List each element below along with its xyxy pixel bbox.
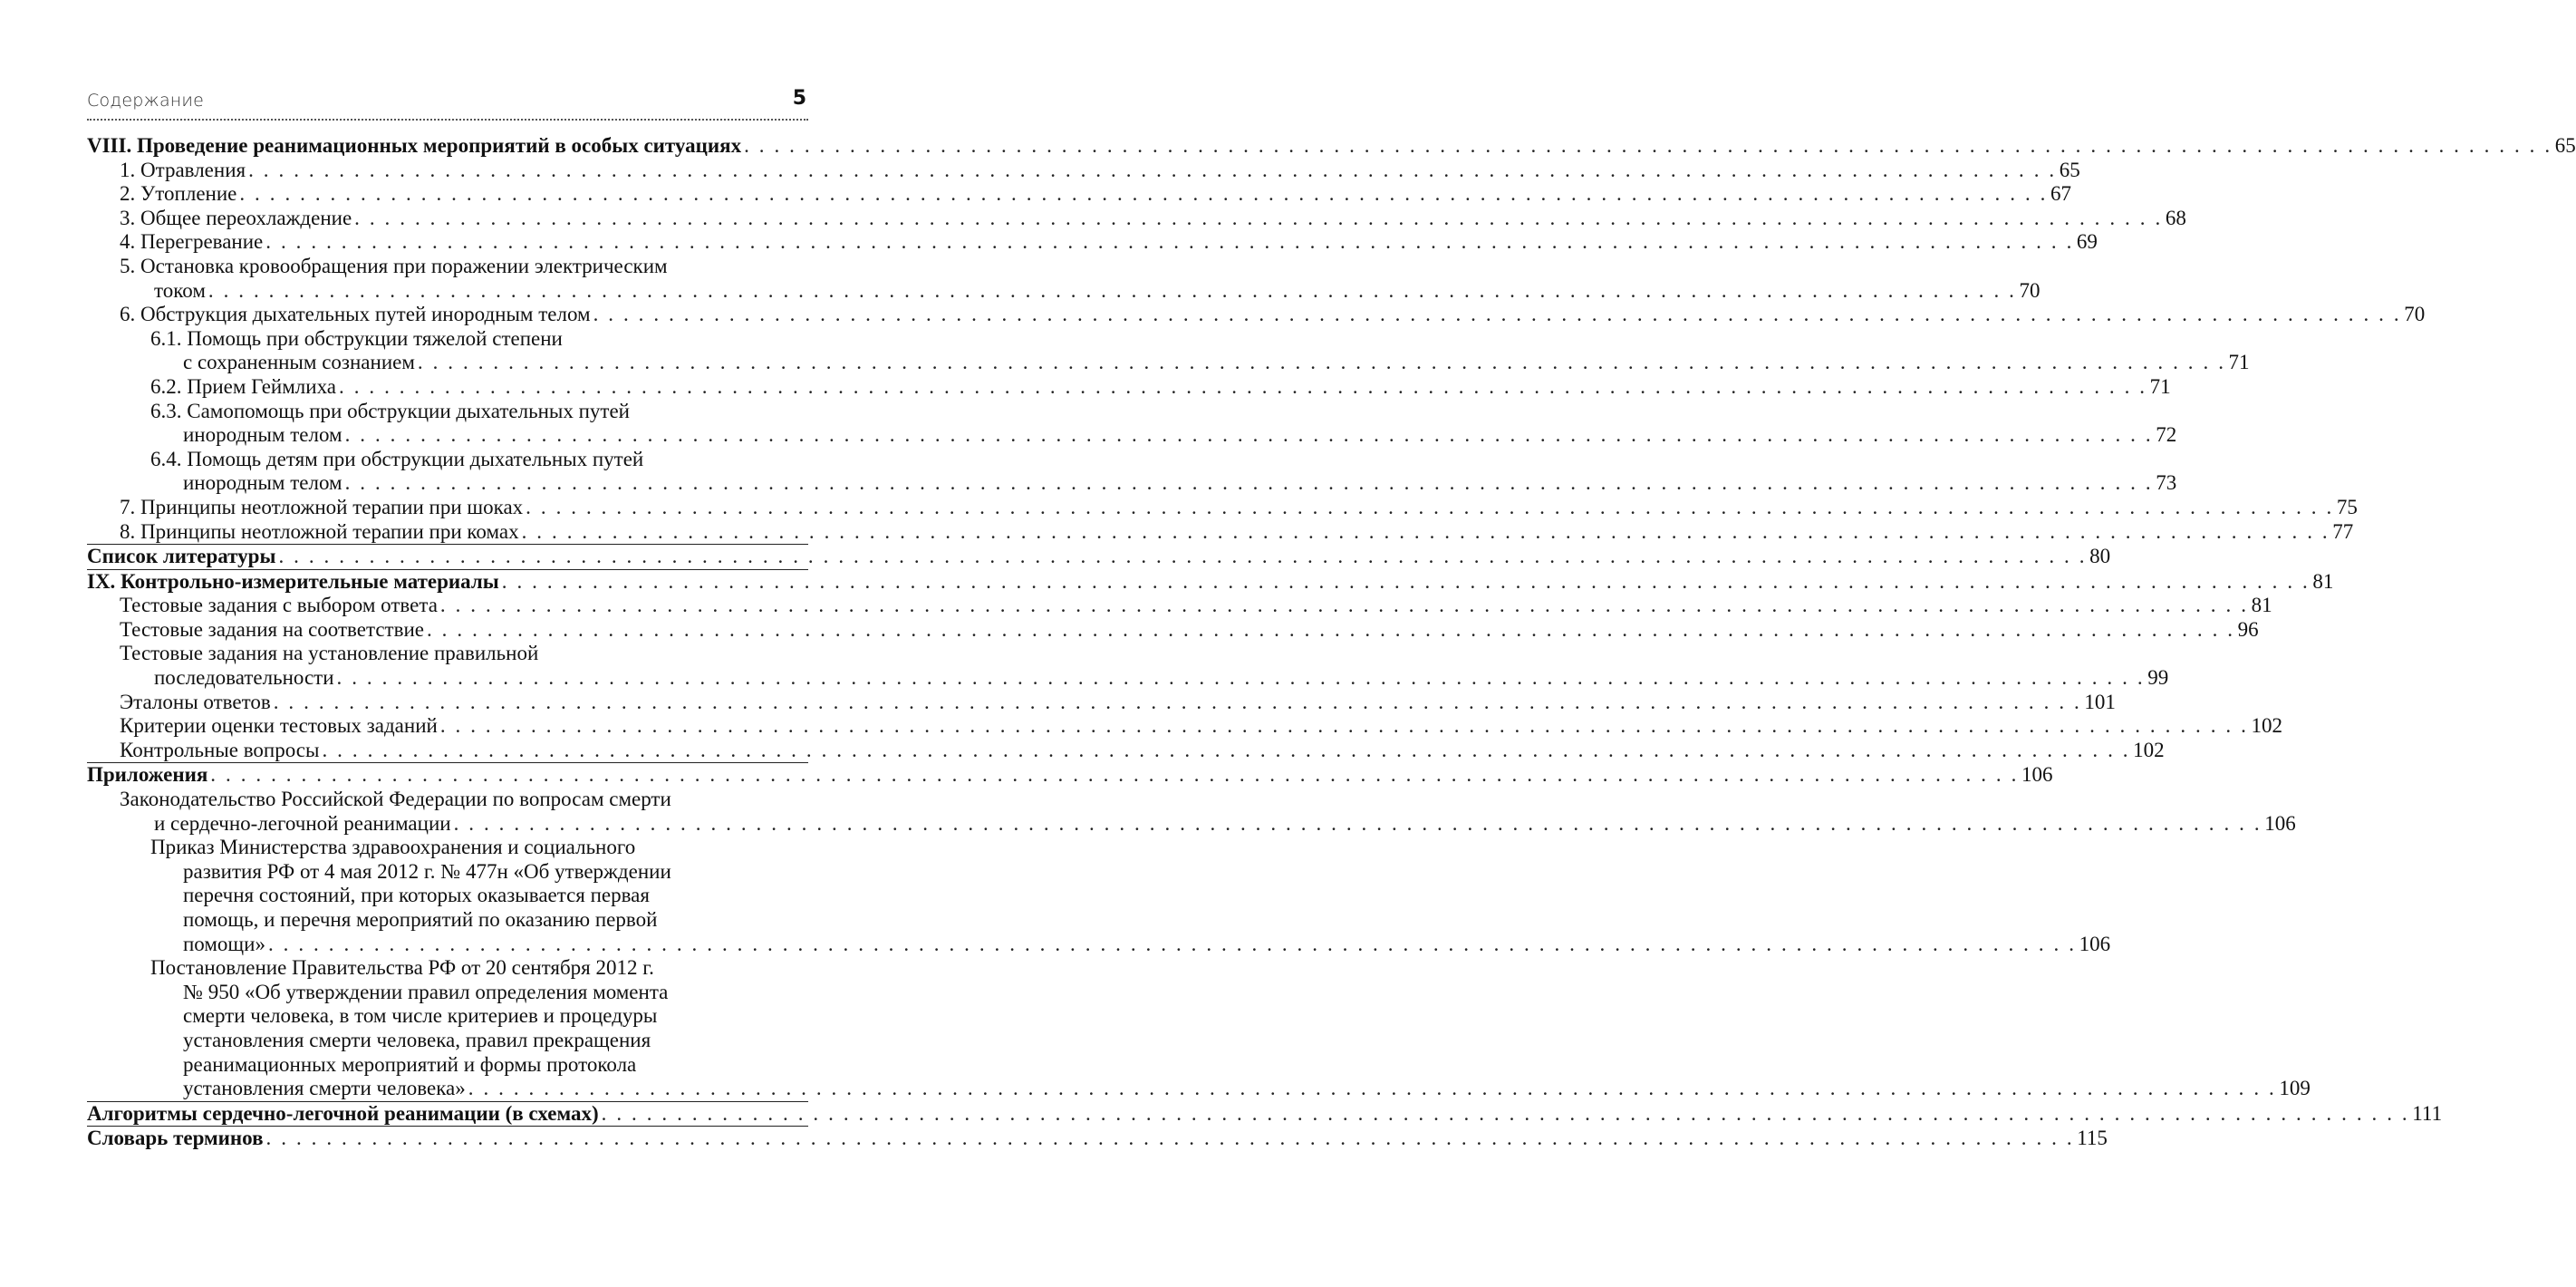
toc-entry[interactable] [87,158,2080,183]
toc-entry[interactable] [87,206,2186,231]
toc-section[interactable] [87,545,2111,569]
toc-entry-title: Тестовые задания на установление правильной [120,642,539,665]
toc-page-number: 72 [2156,423,2177,447]
toc-entry-title: Постановление Правительства РФ от 20 сентября 2012 г. [150,956,654,980]
toc-page-number: 81 [2312,569,2334,593]
toc-page-number: 70 [2404,303,2426,326]
dot-leader: . . . . . . . . . . . . . . . . . . . . . . . . . . . . . . . . . . . . . . . . . . . . . . . . . . . . . . . . . . . . . . . . . . . . . . . . . . . . . . . . . . . . . . . . . . . . . . . . . . . . . . . . . . . . . . . . . . . . . . . . [278,545,2088,568]
toc-entry-title: Приложения [87,763,208,787]
dot-leader: . . . . . . . . . . . . . . . . . . . . . . . . . . . . . . . . . . . . . . . . . . . . . . . . . . . . . . . . . . . . . . . . . . . . . . . . . . . . . . . . . . . . . . . . . . . . . . . . . . . . . . . . . . . . . . . . . . . . . . . . [601,1101,2410,1125]
toc-page-number: 81 [2251,594,2272,617]
toc-entry[interactable] [87,642,2169,690]
toc-entry[interactable] [87,182,2072,207]
dot-leader: . . . . . . . . . . . . . . . . . . . . . . . . . . . . . . . . . . . . . . . . . . . . . . . . . . . . . . . . . . . . . . . . . . . . . . . . . . . . . . . . . . . . . . . . . . . . . . . . . . . . . . . . . . . . . . . . . . . . . . . . [339,374,2147,398]
toc-page-number: 102 [2133,738,2165,761]
toc-section[interactable] [87,763,2053,788]
toc-entry-title: и сердечно-легочной реанимации [154,811,451,835]
toc-entry-title: током [154,278,206,302]
toc-entry-title: Эталоны ответов [120,690,271,713]
dot-leader: . . . . . . . . . . . . . . . . . . . . . . . . . . . . . . . . . . . . . . . . . . . . . . . . . . . . . . . . . . . . . . . . . . . . . . . . . . . . . . . . . . . . . . . . . . . . . . . . . . . . . . . . . . . . . . . . . . . . . . . . [344,471,2154,495]
header-title: Содержание [87,91,205,111]
toc-entry-title: 6.4. Помощь детям при обструкции дыхательных путей [150,447,644,470]
dot-leader: . . . . . . . . . . . . . . . . . . . . . . . . . . . . . . . . . . . . . . . . . . . . . . . . . . . . . . . . . . . . . . . . . . . . . . . . . . . . . . . . . . . . . . . . . . . . . . . . . . . . . . . . . . . . . . . . . . . . . . . . [248,158,2057,181]
toc-entry-title: 6. Обструкция дыхательных путей инородным телом [120,303,591,326]
toc-entry-title: инородным телом [183,471,343,495]
toc-entry-title: 5. Остановка кровообращения при поражении электрическим [120,254,668,277]
toc-entry[interactable] [87,714,2282,739]
dot-leader: . . . . . . . . . . . . . . . . . . . . . . . . . . . . . . . . . . . . . . . . . . . . . . . . . . . . . . . . . . . . . . . . . . . . . . . . . . . . . . . . . . . . . . . . . . . . . . . . . . . . . . . . . . . . . . . . . . . . . . . . [267,932,2077,955]
toc-page-number: 71 [2228,351,2250,374]
dot-leader: . . . . . . . . . . . . . . . . . . . . . . . . . . . . . . . . . . . . . . . . . . . . . . . . . . . . . . . . . . . . . . . . . . . . . . . . . . . . . . . . . . . . . . . . . . . . . . . . . . . . . . . . . . . . . . . . . . . . . . . . [336,666,2146,690]
toc-entry-title: инородным телом [183,423,343,447]
toc-page-number: 106 [2021,763,2053,787]
toc-entry-title: 4. Перегревание [120,230,264,254]
toc-entry[interactable] [87,519,2354,545]
toc-entry[interactable] [87,594,2272,618]
toc-entry-title: 1. Отравления [120,158,246,181]
dot-leader: . . . . . . . . . . . . . . . . . . . . . . . . . . . . . . . . . . . . . . . . . . . . . . . . . . . . . . . . . . . . . . . . . . . . . . . . . . . . . . . . . . . . . . . . . . . . . . . . . . . . . . . . . . . . . . . . . . . . . . . . [744,134,2552,157]
dot-leader: . . . . . . . . . . . . . . . . . . . . . . . . . . . . . . . . . . . . . . . . . . . . . . . . . . . . . . . . . . . . . . . . . . . . . . . . . . . . . . . . . . . . . . . . . . . . . . . . . . . . . . . . . . . . . . . . . . . . . . . . [593,303,2402,326]
dot-leader: . . . . . . . . . . . . . . . . . . . . . . . . . . . . . . . . . . . . . . . . . . . . . . . . . . . . . . . . . . . . . . . . . . . . . . . . . . . . . . . . . . . . . . . . . . . . . . . . . . . . . . . . . . . . . . . . . . . . . . . . [526,495,2334,518]
toc-page-number: 70 [2019,278,2041,302]
toc-page-number: 68 [2165,206,2186,229]
dot-leader: . . . . . . . . . . . . . . . . . . . . . . . . . . . . . . . . . . . . . . . . . . . . . . . . . . . . . . . . . . . . . . . . . . . . . . . . . . . . . . . . . . . . . . . . . . . . . . . . . . . . . . . . . . . . . . . . . . . . . . . . [354,206,2163,229]
toc-page-number: 71 [2149,374,2171,398]
toc-entry-title: 2. Утопление [120,182,237,206]
toc-entry-title: помощи» [183,932,265,955]
toc-entry-title: Контрольные вопросы [120,738,320,761]
toc-entry[interactable] [87,374,2171,400]
dot-leader: . . . . . . . . . . . . . . . . . . . . . . . . . . . . . . . . . . . . . . . . . . . . . . . . . . . . . . . . . . . . . . . . . . . . . . . . . . . . . . . . . . . . . . . . . . . . . . . . . . . . . . . . . . . . . . . . . . . . . . . . [210,763,2019,787]
table-of-contents [87,134,2576,1151]
dot-leader: . . . . . . . . . . . . . . . . . . . . . . . . . . . . . . . . . . . . . . . . . . . . . . . . . . . . . . . . . . . . . . . . . . . . . . . . . . . . . . . . . . . . . . . . . . . . . . . . . . . . . . . . . . . . . . . . . . . . . . . . [207,278,2017,302]
toc-section[interactable] [87,1127,2108,1151]
dot-leader: . . . . . . . . . . . . . . . . . . . . . . . . . . . . . . . . . . . . . . . . . . . . . . . . . . . . . . . . . . . . . . . . . . . . . . . . . . . . . . . . . . . . . . . . . . . . . . . . . . . . . . . . . . . . . . . . . . . . . . . . [468,1077,2277,1100]
dot-leader: . . . . . . . . . . . . . . . . . . . . . . . . . . . . . . . . . . . . . . . . . . . . . . . . . . . . . . . . . . . . . . . . . . . . . . . . . . . . . . . . . . . . . . . . . . . . . . . . . . . . . . . . . . . . . . . . . . . . . . . . [453,811,2262,835]
toc-entry-title: развития РФ от 4 мая 2012 г. № 477н «Об утверждении [183,859,671,883]
toc-entry-title: 8. Принципы неотложной терапии при комах [120,519,519,543]
toc-entry-title: Словарь терминов [87,1127,264,1150]
toc-entry-title: перечня состояний, при которых оказывается первая [183,884,650,907]
toc-entry[interactable] [87,230,2098,255]
toc-entry-title: 6.2. Прием Геймлиха [150,374,336,398]
toc-page-number: 73 [2156,471,2177,495]
dot-leader: . . . . . . . . . . . . . . . . . . . . . . . . . . . . . . . . . . . . . . . . . . . . . . . . . . . . . . . . . . . . . . . . . . . . . . . . . . . . . . . . . . . . . . . . . . . . . . . . . . . . . . . . . . . . . . . . . . . . . . . . [426,617,2235,641]
toc-entry-title: Законодательство Российской Федерации по вопросам смерти [120,788,671,811]
toc-entry-title: VIII. Проведение реанимационных мероприятий в особых ситуациях [87,134,742,157]
toc-entry-title: 3. Общее переохлаждение [120,206,352,229]
toc-page-number: 80 [2089,545,2111,568]
toc-page-number: 99 [2147,666,2169,690]
toc-entry[interactable] [87,788,2296,836]
toc-page-number: 115 [2077,1127,2108,1150]
toc-page-number: 101 [2084,690,2116,713]
toc-entry-title: с сохраненным сознанием [183,351,415,374]
toc-entry-title: установления смерти человека, правил прекращения [183,1028,651,1051]
toc-entry[interactable] [87,617,2259,643]
toc-entry[interactable] [87,836,2111,956]
toc-entry[interactable] [87,447,2177,496]
toc-entry-title: реанимационных мероприятий и формы протокола [183,1052,637,1076]
toc-page-number: 106 [2264,811,2296,835]
dot-leader: . . . . . . . . . . . . . . . . . . . . . . . . . . . . . . . . . . . . . . . . . . . . . . . . . . . . . . . . . . . . . . . . . . . . . . . . . . . . . . . . . . . . . . . . . . . . . . . . . . . . . . . . . . . . . . . . . . . . . . . . [273,690,2082,713]
toc-page-number: 75 [2336,495,2358,518]
toc-page-number: 111 [2412,1101,2443,1125]
page-number: 5 [792,87,806,110]
toc-entry-title: Тестовые задания на соответствие [120,617,424,641]
dot-leader: . . . . . . . . . . . . . . . . . . . . . . . . . . . . . . . . . . . . . . . . . . . . . . . . . . . . . . . . . . . . . . . . . . . . . . . . . . . . . . . . . . . . . . . . . . . . . . . . . . . . . . . . . . . . . . . . . . . . . . . . [344,423,2154,447]
toc-entry-title: Критерии оценки тестовых заданий [120,714,438,738]
toc-entry-title: смерти человека, в том числе критериев и процедуры [183,1004,658,1028]
dot-leader: . . . . . . . . . . . . . . . . . . . . . . . . . . . . . . . . . . . . . . . . . . . . . . . . . . . . . . . . . . . . . . . . . . . . . . . . . . . . . . . . . . . . . . . . . . . . . . . . . . . . . . . . . . . . . . . . . . . . . . . . [265,1127,2075,1150]
dot-leader: . . . . . . . . . . . . . . . . . . . . . . . . . . . . . . . . . . . . . . . . . . . . . . . . . . . . . . . . . . . . . . . . . . . . . . . . . . . . . . . . . . . . . . . . . . . . . . . . . . . . . . . . . . . . . . . . . . . . . . . . [239,182,2049,206]
toc-entry-title: Тестовые задания с выбором ответа [120,594,438,617]
toc-page-number: 69 [2076,230,2098,254]
toc-page-number: 102 [2251,714,2282,738]
toc-entry[interactable] [87,956,2311,1101]
dot-leader: . . . . . . . . . . . . . . . . . . . . . . . . . . . . . . . . . . . . . . . . . . . . . . . . . . . . . . . . . . . . . . . . . . . . . . . . . . . . . . . . . . . . . . . . . . . . . . . . . . . . . . . . . . . . . . . . . . . . . . . . [265,230,2074,254]
dot-leader: . . . . . . . . . . . . . . . . . . . . . . . . . . . . . . . . . . . . . . . . . . . . . . . . . . . . . . . . . . . . . . . . . . . . . . . . . . . . . . . . . . . . . . . . . . . . . . . . . . . . . . . . . . . . . . . . . . . . . . . . [322,738,2131,761]
toc-entry[interactable] [87,326,2250,375]
toc-page-number: 65 [2554,134,2576,157]
page [87,0,2576,1287]
toc-entry-title: последовательности [154,666,334,690]
toc-page-number: 67 [2050,182,2072,206]
dot-leader: . . . . . . . . . . . . . . . . . . . . . . . . . . . . . . . . . . . . . . . . . . . . . . . . . . . . . . . . . . . . . . . . . . . . . . . . . . . . . . . . . . . . . . . . . . . . . . . . . . . . . . . . . . . . . . . . . . . . . . . . [417,351,2226,374]
toc-page-number: 96 [2237,617,2259,641]
toc-entry[interactable] [87,495,2358,520]
toc-entry-title: помощь, и перечня мероприятий по оказанию первой [183,908,658,931]
toc-entry[interactable] [87,399,2177,448]
dot-leader: . . . . . . . . . . . . . . . . . . . . . . . . . . . . . . . . . . . . . . . . . . . . . . . . . . . . . . . . . . . . . . . . . . . . . . . . . . . . . . . . . . . . . . . . . . . . . . . . . . . . . . . . . . . . . . . . . . . . . . . . [439,714,2249,738]
toc-entry-title: 6.3. Самопомощь при обструкции дыхательных путей [150,399,630,422]
toc-section[interactable] [87,134,2576,159]
toc-entry-title: 7. Принципы неотложной терапии при шоках [120,495,524,518]
running-header [87,87,808,121]
toc-page-number: 77 [2332,519,2354,543]
toc-entry-title: 6.1. Помощь при обструкции тяжелой степени [150,326,563,350]
toc-entry-title: № 950 «Об утверждении правил определения момента [183,980,669,1003]
toc-section[interactable] [87,569,2334,595]
toc-page-number: 65 [2059,158,2080,181]
dot-leader: . . . . . . . . . . . . . . . . . . . . . . . . . . . . . . . . . . . . . . . . . . . . . . . . . . . . . . . . . . . . . . . . . . . . . . . . . . . . . . . . . . . . . . . . . . . . . . . . . . . . . . . . . . . . . . . . . . . . . . . . [439,594,2249,617]
toc-entry-title: Приказ Министерства здравоохранения и социального [150,836,636,859]
dot-leader: . . . . . . . . . . . . . . . . . . . . . . . . . . . . . . . . . . . . . . . . . . . . . . . . . . . . . . . . . . . . . . . . . . . . . . . . . . . . . . . . . . . . . . . . . . . . . . . . . . . . . . . . . . . . . . . . . . . . . . . . [521,519,2330,543]
toc-entry[interactable] [87,254,2041,303]
toc-page-number: 106 [2079,932,2111,955]
toc-entry-title: IX. Контрольно-измерительные материалы [87,569,499,593]
toc-entry-title: Список литературы [87,545,276,568]
toc-entry-title: установления смерти человека» [183,1077,466,1100]
toc-entry[interactable] [87,738,2165,763]
toc-entry-title: Алгоритмы сердечно-легочной реанимации (в схемах) [87,1101,599,1125]
toc-entry[interactable] [87,303,2426,327]
dot-leader: . . . . . . . . . . . . . . . . . . . . . . . . . . . . . . . . . . . . . . . . . . . . . . . . . . . . . . . . . . . . . . . . . . . . . . . . . . . . . . . . . . . . . . . . . . . . . . . . . . . . . . . . . . . . . . . . . . . . . . . . [501,569,2311,593]
toc-section[interactable] [87,1101,2443,1127]
header-dotted-rule [87,119,808,121]
toc-entry[interactable] [87,690,2116,715]
toc-page-number: 109 [2279,1077,2311,1100]
